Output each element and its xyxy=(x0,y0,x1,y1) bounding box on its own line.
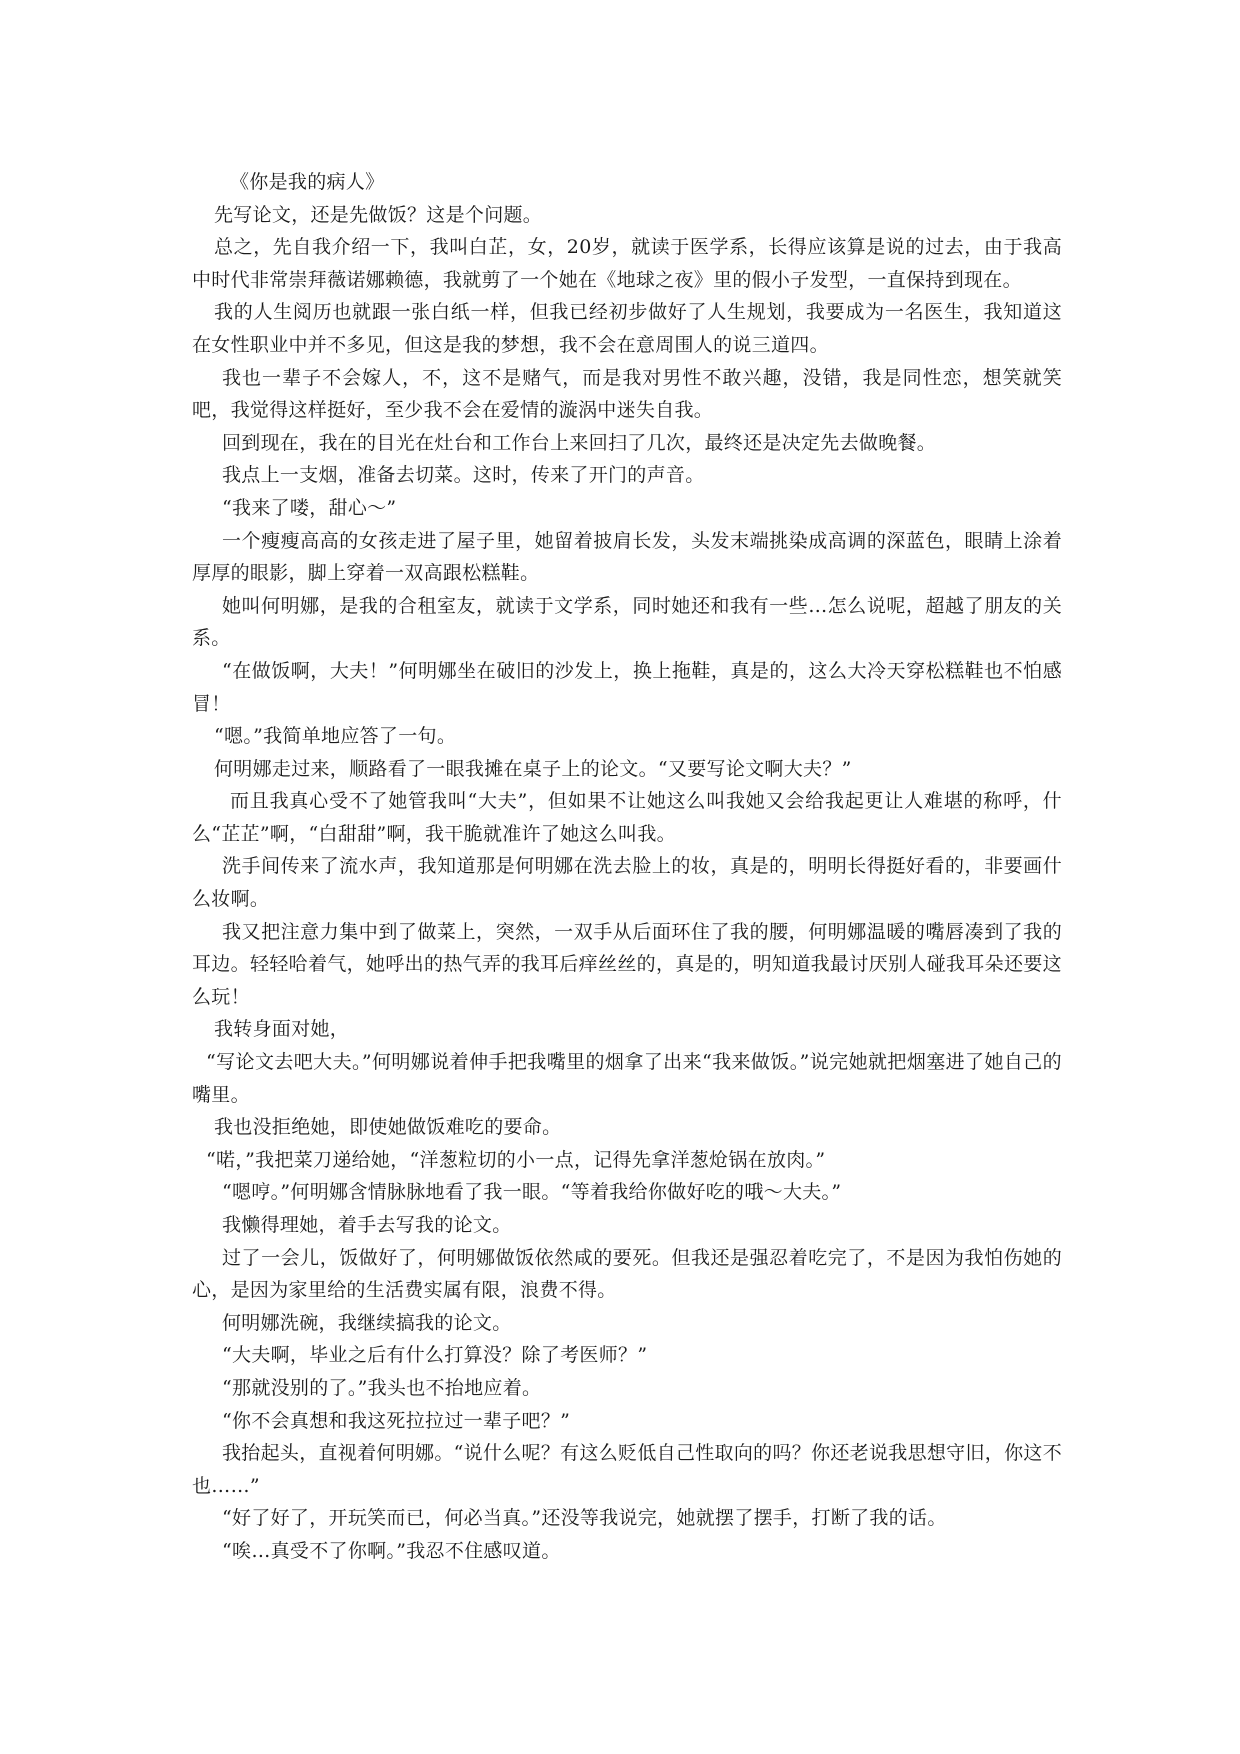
paragraph: 我的人生阅历也就跟一张白纸一样，但我已经初步做好了人生规划，我要成为一名医生，我知道这在女性职业中并不多见，但这是我的梦想，我不会在意周围人的说三道四。 xyxy=(192,301,1062,356)
paragraph: 先写论文，还是先做饭？这是个问题。 xyxy=(214,203,543,226)
paragraph: “大夫啊，毕业之后有什么打算没？除了考医师？” xyxy=(222,1344,648,1367)
paragraph: 我懒得理她，着手去写我的论文。 xyxy=(222,1214,512,1236)
paragraph: 何明娜走过来，顺路看了一眼我摊在桌子上的论文。“又要写论文啊大夫？” xyxy=(214,757,852,780)
paragraph: 她叫何明娜，是我的合租室友，就读于文学系，同时她还和我有一些…怎么说呢，超越了朋友的关系。 xyxy=(192,594,1062,650)
paragraph: 何明娜洗碗，我继续搞我的论文。 xyxy=(222,1311,512,1334)
document-body xyxy=(192,166,1062,1568)
paragraph: 我抬起头，直视着何明娜。“说什么呢？有这么贬低自己性取向的吗？你还老说我思想守旧，你这不也……” xyxy=(192,1442,1062,1497)
paragraph: “嗯。”我简单地应答了一句。 xyxy=(214,725,457,748)
paragraph: “喏，”我把菜刀递给她，“洋葱粒切的小一点，记得先拿洋葱炝锅在放肉。” xyxy=(206,1148,826,1171)
paragraph: “那就没别的了。”我头也不抬地应着。 xyxy=(222,1376,542,1399)
paragraph: “我来了喽，甜心～” xyxy=(222,496,397,519)
paragraph: “在做饭啊，大夫！”何明娜坐在破旧的沙发上，换上拖鞋，真是的，这么大冷天穿松糕鞋也不怕感冒！ xyxy=(192,659,1062,715)
paragraph: “嗯哼。”何明娜含情脉脉地看了我一眼。“等着我给你做好吃的哦～大夫。” xyxy=(222,1181,842,1204)
paragraph: 我转身面对她， xyxy=(214,1018,350,1041)
paragraph: 一个瘦瘦高高的女孩走进了屋子里，她留着披肩长发，头发末端挑染成高调的深蓝色，眼睛上涂着厚厚的眼影，脚上穿着一双高跟松糕鞋。 xyxy=(192,529,1062,585)
paragraph: 我又把注意力集中到了做菜上，突然，一双手从后面环住了我的腰，何明娜温暖的嘴唇凑到了我的耳边。轻轻哈着气，她呼出的热气弄的我耳后痒丝丝的，真是的，明知道我最讨厌别人碰我耳朵还要这么玩！ xyxy=(192,920,1062,1008)
paragraph: 我也一辈子不会嫁人，不，这不是赌气，而是我对男性不敢兴趣，没错，我是同性恋，想笑就笑吧，我觉得这样挺好，至少我不会在爱情的漩涡中迷失自我。 xyxy=(192,366,1062,422)
paragraph: 我也没拒绝她，即使她做饭难吃的要命。 xyxy=(214,1116,562,1139)
paragraph: 总之，先自我介绍一下，我叫白芷，女，20岁，就读于医学系，长得应该算是说的过去，由于我高中时代非常崇拜薇诺娜赖德，我就剪了一个她在《地球之夜》里的假小子发型，一直保持到现在。 xyxy=(192,236,1062,291)
document-title: 《你是我的病人》 xyxy=(230,171,385,193)
paragraph: 洗手间传来了流水声，我知道那是何明娜在洗去脸上的妆，真是的，明明长得挺好看的，非要画什么妆啊。 xyxy=(192,855,1062,911)
paragraph: 我点上一支烟，准备去切菜。这时，传来了开门的声音。 xyxy=(222,464,705,487)
paragraph: “写论文去吧大夫。”何明娜说着伸手把我嘴里的烟拿了出来“我来做饭。”说完她就把烟塞进了她自己的嘴里。 xyxy=(192,1051,1062,1106)
paragraph: “你不会真想和我这死拉拉过一辈子吧？” xyxy=(222,1409,571,1432)
paragraph: “唉…真受不了你啊。”我忍不住感叹道。 xyxy=(222,1539,561,1562)
paragraph: 回到现在，我在的目光在灶台和工作台上来回扫了几次，最终还是决定先去做晚餐。 xyxy=(222,431,937,454)
paragraph: 过了一会儿，饭做好了，何明娜做饭依然咸的要死。但我还是强忍着吃完了，不是因为我怕伤她的心，是因为家里给的生活费实属有限，浪费不得。 xyxy=(192,1246,1062,1302)
paragraph: “好了好了，开玩笑而已，何必当真。”还没等我说完，她就摆了摆手，打断了我的话。 xyxy=(222,1507,947,1530)
paragraph: 而且我真心受不了她管我叫“大夫”，但如果不让她这么叫我她又会给我起更让人难堪的称呼，什么“芷芷”啊，“白甜甜”啊，我干脆就准许了她这么叫我。 xyxy=(192,790,1062,845)
